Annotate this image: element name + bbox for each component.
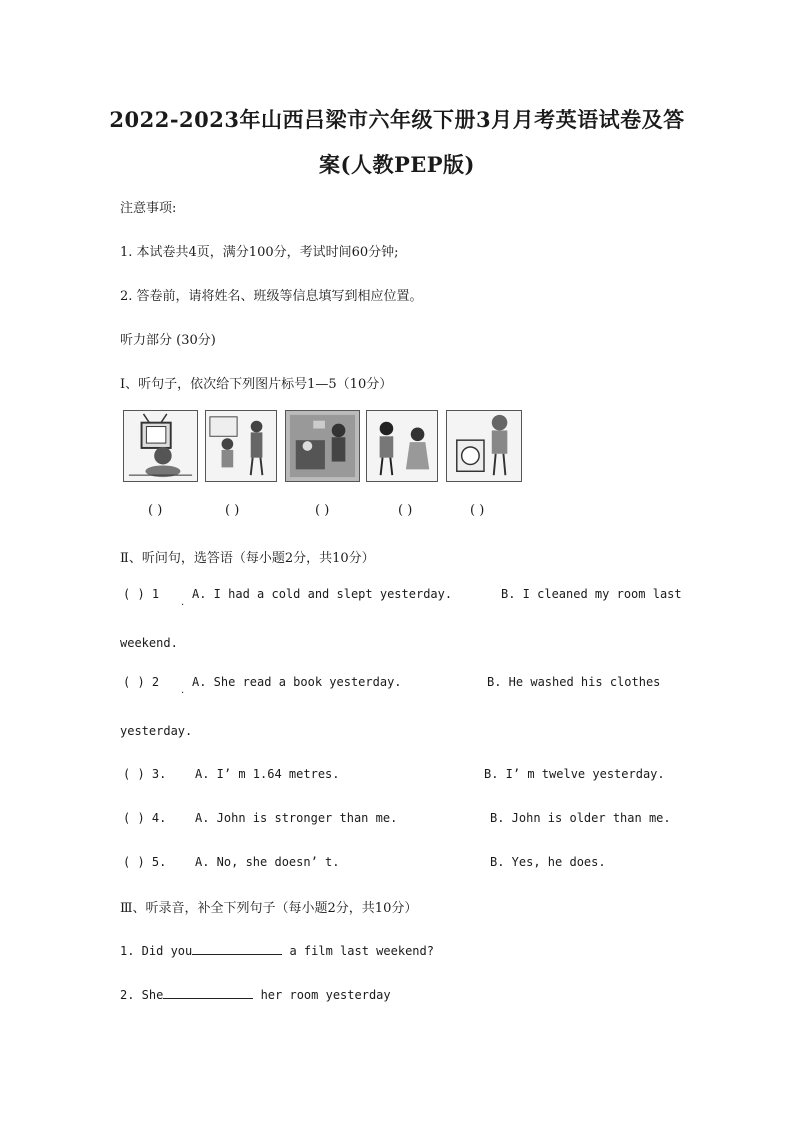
answer-blank-2[interactable]	[163, 986, 253, 999]
sentence-2-start: 2. She	[120, 988, 164, 1002]
ice-cream-picture	[205, 410, 277, 482]
fill-sentence-2	[120, 986, 391, 1002]
q1-option-b: B. I cleaned my room last	[501, 587, 682, 601]
q2-option-a: A. She read a book yesterday.	[192, 675, 402, 689]
notes-item-2: 2. 答卷前，请将姓名、班级等信息填写到相应位置。	[120, 289, 423, 304]
section1-heading: Ⅰ、听句子，依次给下列图片标号1—5（10分）	[120, 377, 393, 392]
picture-answer-3[interactable]: ( )	[315, 503, 330, 518]
notes-heading: 注意事项:	[120, 201, 177, 216]
picture-answer-2[interactable]: ( )	[225, 503, 240, 518]
kitchen-picture	[285, 410, 360, 482]
q5-number[interactable]: ( ) 5.	[123, 855, 167, 869]
q3-option-a: A. I’ m 1.64 metres.	[195, 767, 340, 781]
picture-answer-1[interactable]: ( )	[148, 503, 163, 518]
picture-answer-5[interactable]: ( )	[470, 503, 485, 518]
q3-number[interactable]: ( ) 3.	[123, 767, 167, 781]
dot-mark: ·	[181, 688, 185, 699]
fill-sentence-1	[120, 942, 434, 958]
sentence-1-end: a film last weekend?	[282, 944, 434, 958]
tv-picture	[123, 410, 198, 482]
sentence-1-start: 1. Did you	[120, 944, 193, 958]
q4-option-a: A. John is stronger than me.	[195, 811, 398, 825]
q1-number[interactable]: ( ) 1	[123, 587, 160, 601]
listening-heading: 听力部分 (30分)	[120, 333, 216, 348]
notes-item-1: 1. 本试卷共4页，满分100分，考试时间60分钟;	[120, 245, 399, 260]
doc-title-line2: 案(人教PEP版)	[319, 152, 475, 177]
dot-mark: ·	[181, 600, 185, 611]
talking-picture	[366, 410, 438, 482]
q4-number[interactable]: ( ) 4.	[123, 811, 167, 825]
q5-option-b: B. Yes, he does.	[490, 855, 606, 869]
doc-title-line1: 2022-2023年山西吕梁市六年级下册3月月考英语试卷及答	[109, 107, 685, 132]
picture-answer-4[interactable]: ( )	[398, 503, 413, 518]
q2-number[interactable]: ( ) 2	[123, 675, 160, 689]
q1-option-a: A. I had a cold and slept yesterday.	[192, 587, 453, 601]
q4-option-b: B. John is older than me.	[490, 811, 671, 825]
answer-blank-1[interactable]	[192, 942, 282, 955]
section3-heading: Ⅲ、听录音，补全下列句子（每小题2分，共10分）	[120, 901, 418, 916]
washing-machine-picture	[446, 410, 522, 482]
sentence-2-end: her room yesterday	[253, 988, 391, 1002]
q5-option-a: A. No, she doesn’ t.	[195, 855, 340, 869]
q3-option-b: B. I’ m twelve yesterday.	[484, 767, 665, 781]
q2-continuation: yesterday.	[120, 724, 193, 738]
section2-heading: Ⅱ、听问句，选答语（每小题2分，共10分）	[120, 551, 375, 566]
q1-continuation: weekend.	[120, 636, 178, 650]
q2-option-b: B. He washed his clothes	[487, 675, 661, 689]
